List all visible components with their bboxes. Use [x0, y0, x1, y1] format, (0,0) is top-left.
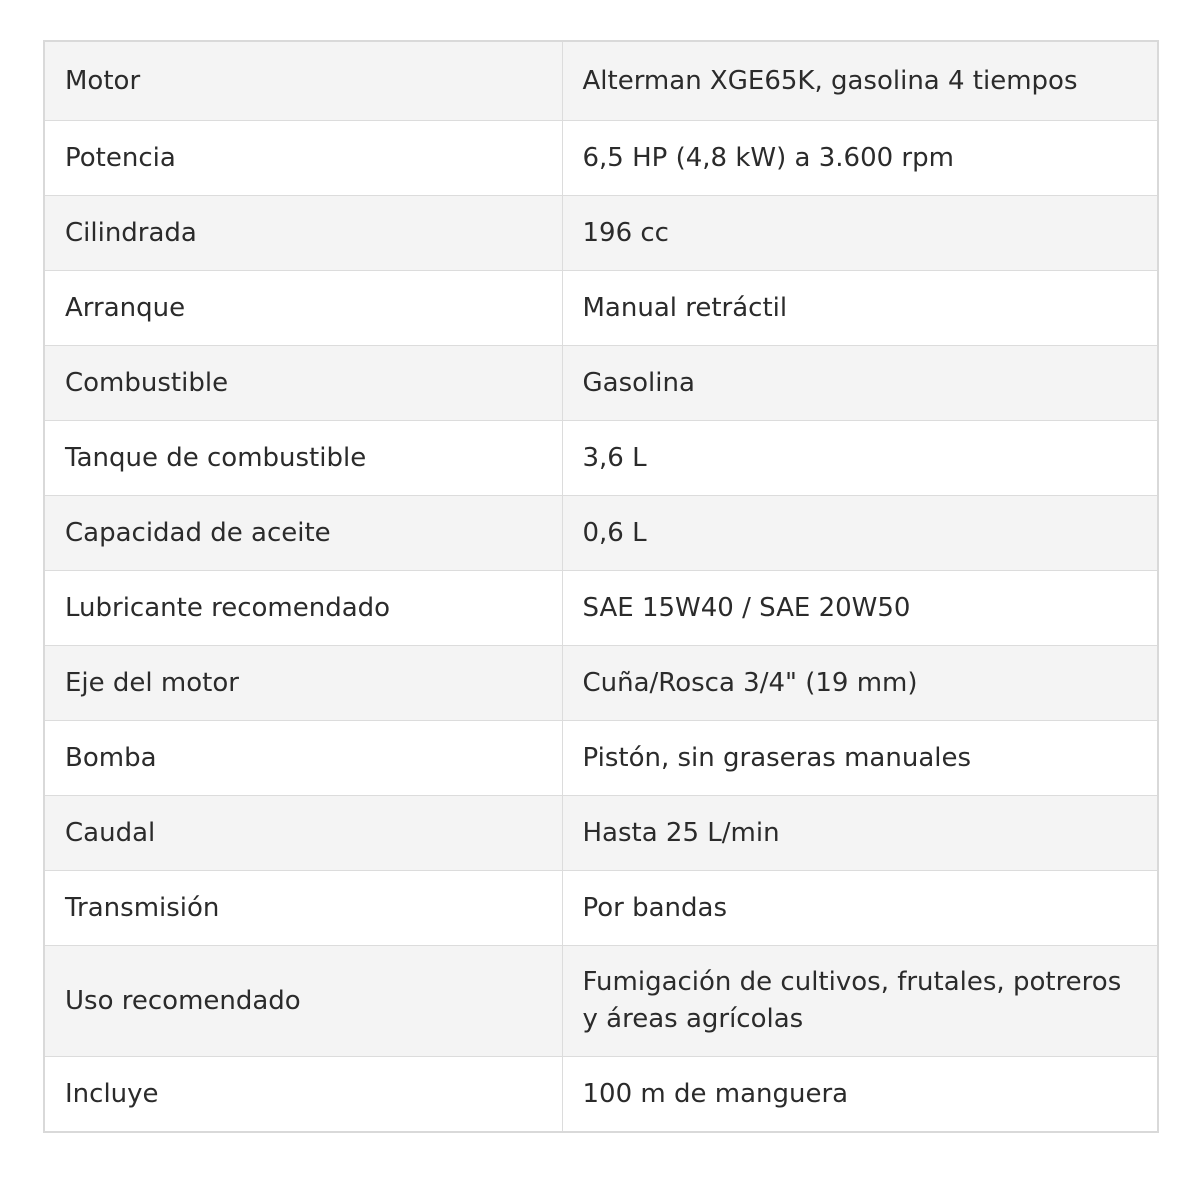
table-row [44, 421, 1158, 496]
table-row [44, 946, 1158, 1057]
table-row [44, 796, 1158, 871]
table-row [44, 871, 1158, 946]
spec-value: Alterman XGE65K, gasolina 4 tiempos [562, 41, 1158, 121]
spec-value: 0,6 L [562, 496, 1158, 571]
table-row [44, 496, 1158, 571]
table-row [44, 196, 1158, 271]
table-row [44, 646, 1158, 721]
spec-value: Fumigación de cultivos, frutales, potreros y áreas agrícolas [562, 946, 1158, 1057]
spec-value: 3,6 L [562, 421, 1158, 496]
spec-label: Eje del motor [44, 646, 562, 721]
spec-value: SAE 15W40 / SAE 20W50 [562, 571, 1158, 646]
spec-value: Pistón, sin graseras manuales [562, 721, 1158, 796]
spec-label: Motor [44, 41, 562, 121]
table-row [44, 571, 1158, 646]
spec-label: Combustible [44, 346, 562, 421]
table-row [44, 721, 1158, 796]
spec-value: 100 m de manguera [562, 1057, 1158, 1133]
spec-value: Por bandas [562, 871, 1158, 946]
spec-label: Transmisión [44, 871, 562, 946]
spec-table [43, 40, 1159, 1133]
table-row [44, 121, 1158, 196]
spec-label: Uso recomendado [44, 946, 562, 1057]
spec-label: Capacidad de aceite [44, 496, 562, 571]
spec-label: Bomba [44, 721, 562, 796]
table-row [44, 346, 1158, 421]
spec-value: Manual retráctil [562, 271, 1158, 346]
spec-value: Gasolina [562, 346, 1158, 421]
table-row [44, 41, 1158, 121]
spec-value: Hasta 25 L/min [562, 796, 1158, 871]
spec-value: 196 cc [562, 196, 1158, 271]
table-row [44, 271, 1158, 346]
table-row [44, 1057, 1158, 1133]
spec-value: 6,5 HP (4,8 kW) a 3.600 rpm [562, 121, 1158, 196]
spec-label: Potencia [44, 121, 562, 196]
spec-label: Arranque [44, 271, 562, 346]
spec-label: Caudal [44, 796, 562, 871]
spec-label: Lubricante recomendado [44, 571, 562, 646]
spec-value: Cuña/Rosca 3/4" (19 mm) [562, 646, 1158, 721]
spec-label: Tanque de combustible [44, 421, 562, 496]
spec-label: Incluye [44, 1057, 562, 1133]
spec-label: Cilindrada [44, 196, 562, 271]
